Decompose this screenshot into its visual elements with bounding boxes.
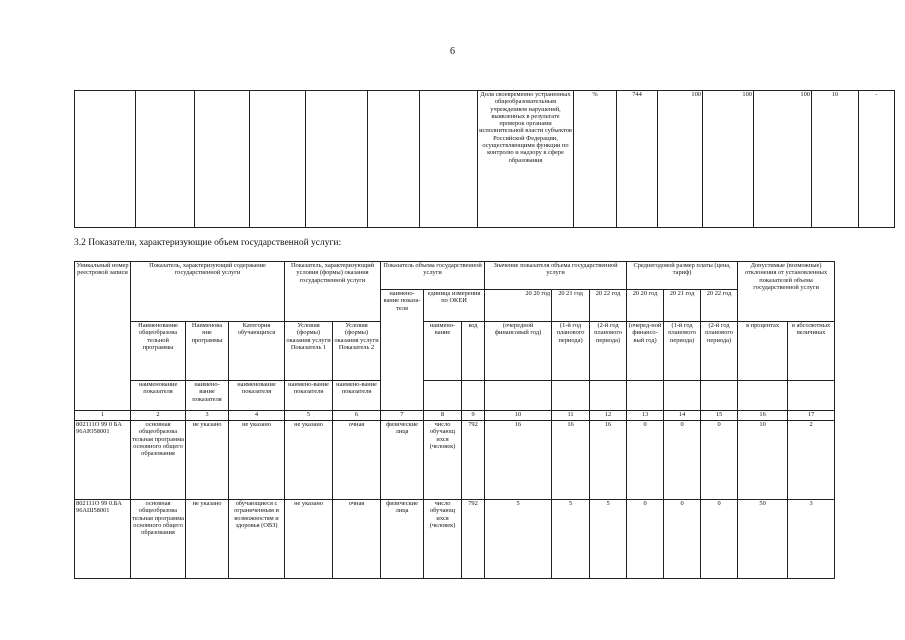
vol-unit-header: единица измерения по ОКЕИ [424, 290, 485, 322]
page-number: 6 [450, 46, 455, 57]
program: основная общеобразова тельная программа основного общего образования [131, 500, 186, 579]
col-number: 11 [552, 411, 590, 421]
condition1: не указано [285, 421, 333, 500]
section-title: 3.2 Показатели, характеризующие объем государственной услуги: [74, 238, 342, 248]
price-group-header: Среднегодовой размер платы (цена, тариф) [627, 262, 738, 290]
col-number: 16 [738, 411, 788, 421]
condition2: очная [333, 500, 381, 579]
col-number: 8 [424, 411, 462, 421]
programs: не указано [186, 421, 229, 500]
year3-sub: (2-й год планового периода) [590, 322, 627, 381]
unit-name-header: наимено-вание [424, 322, 462, 381]
year4-header: 20 20 год [627, 290, 664, 322]
reg-number-header: Уникальный номер реестровой записи [75, 262, 131, 411]
year2-sub: (1-й год планового периода) [552, 322, 590, 381]
conditions2-header: Условия (формы) оказания услуги Показатель 2 [333, 322, 381, 381]
deviation-group-header: Допустимые (возможные) отклонения от установленных показателей объема государственной услуги [738, 262, 835, 322]
indicator-name-header: наименование показателя [229, 381, 285, 411]
indicator-name: Доля своевременно устраненных общеобразовательным учреждением нарушений, выявленных в результате проверок органами исполнительной власти субъектов Российской Федерации, осуществляющими функции по контролю и надзору в сфере образования [478, 91, 574, 228]
unit-code-header: код [462, 322, 485, 381]
value-year3: 100 [754, 91, 812, 228]
year1-header: 20 20 год [485, 290, 552, 322]
col-number: 4 [229, 411, 285, 421]
col-number: 5 [285, 411, 333, 421]
value-group-header: Значение показателя объема государственной услуги [485, 262, 627, 290]
content-group-header: Показатель, характеризующий содержание государственной услуги [131, 262, 285, 322]
col-number: 7 [381, 411, 424, 421]
col-number: 17 [788, 411, 835, 421]
unit-name: число обучающ ихся (человек) [424, 500, 462, 579]
col-number: 10 [485, 411, 552, 421]
indicator-name-header: наименование показателя [131, 381, 186, 411]
indicator-name-header: наимено-вание показателя [333, 381, 381, 411]
deviation-percent: 10 [738, 421, 788, 500]
indicator-name-header: наимено-вание показателя [186, 381, 229, 411]
col-number: 1 [75, 411, 131, 421]
value-year1: 5 [485, 500, 552, 579]
program-header: Наименование общеобразова тельной программы [131, 322, 186, 381]
deviation-absolute: 3 [788, 500, 835, 579]
price-year1: 0 [627, 500, 664, 579]
price-year3: 0 [701, 421, 738, 500]
price-year3: 0 [701, 500, 738, 579]
indicator-name-header: наимено-вание показателя [285, 381, 333, 411]
deviation-percent: 10 [812, 91, 859, 228]
year2-header: 20 21 год [552, 290, 590, 322]
programs-header: Наименова ние программы [186, 322, 229, 381]
year5-header: 20 21 год [664, 290, 701, 322]
volume-indicators-table [74, 261, 835, 579]
reg-number: 802111О 99 0 БА 96АЮ58001 [75, 421, 131, 500]
dev-percent-header: в процентах [738, 322, 788, 381]
col-number: 9 [462, 411, 485, 421]
price-year2: 0 [664, 421, 701, 500]
header-row-1 [75, 262, 835, 290]
deviation-absolute: 2 [788, 421, 835, 500]
value-year1: 100 [658, 91, 703, 228]
table-row [75, 500, 835, 579]
year3-header: 20 22 год [590, 290, 627, 322]
table-row [75, 91, 895, 228]
col-number: 6 [333, 411, 381, 421]
category: не указано [229, 421, 285, 500]
column-numbers-row [75, 411, 835, 421]
year5-sub: (1-й год планового периода) [664, 322, 701, 381]
table-row [75, 421, 835, 500]
condition1: не указано [285, 500, 333, 579]
unit-code: 792 [462, 421, 485, 500]
value-year2: 16 [552, 421, 590, 500]
volume-name: физические лица [381, 500, 424, 579]
col-number: 3 [186, 411, 229, 421]
category-header: Категория обучающихся [229, 322, 285, 381]
unit-name: число обучающ ихся (человек) [424, 421, 462, 500]
deviation-percent: 50 [738, 500, 788, 579]
volume-group-header: Показатель объема государственной услуги [381, 262, 485, 290]
value-year2: 5 [552, 500, 590, 579]
header-row-3 [75, 322, 835, 381]
col-number: 2 [131, 411, 186, 421]
deviation-absolute: - [859, 91, 895, 228]
col-number: 12 [590, 411, 627, 421]
quality-indicators-table [74, 90, 895, 228]
year6-header: 20 22 год [701, 290, 738, 322]
unit-code: 792 [462, 500, 485, 579]
col-number: 14 [664, 411, 701, 421]
condition2: очная [333, 421, 381, 500]
header-row-4 [75, 381, 835, 411]
unit: % [574, 91, 617, 228]
price-year2: 0 [664, 500, 701, 579]
category: обучающиеся с ограниченным и возможностям и здоровья (ОВЗ) [229, 500, 285, 579]
unit-code: 744 [617, 91, 658, 228]
volume-name: физические лица [381, 421, 424, 500]
col-number: 15 [701, 411, 738, 421]
year1-sub: (очередной финансовый год) [485, 322, 552, 381]
value-year2: 100 [703, 91, 754, 228]
value-year3: 16 [590, 421, 627, 500]
vol-name-header: наимено-вание показа-теля [381, 290, 424, 411]
price-year1: 0 [627, 421, 664, 500]
conditions1-header: Условия (формы) оказания услуги Показатель 1 [285, 322, 333, 381]
year6-sub: (2-й год планового периода) [701, 322, 738, 381]
conditions-group-header: Показатель, характеризующий условия (формы) оказания государственной услуги [285, 262, 381, 322]
col-number: 13 [627, 411, 664, 421]
dev-absolute-header: в абсолютных величинах [788, 322, 835, 381]
programs: не указано [186, 500, 229, 579]
reg-number: 802111О 99 0.БА 96АШ58001 [75, 500, 131, 579]
year4-sub: (очеред-ной финансо-вый год) [627, 322, 664, 381]
value-year1: 16 [485, 421, 552, 500]
value-year3: 5 [590, 500, 627, 579]
program: основная общеобразова тельная программа основного общего образования [131, 421, 186, 500]
